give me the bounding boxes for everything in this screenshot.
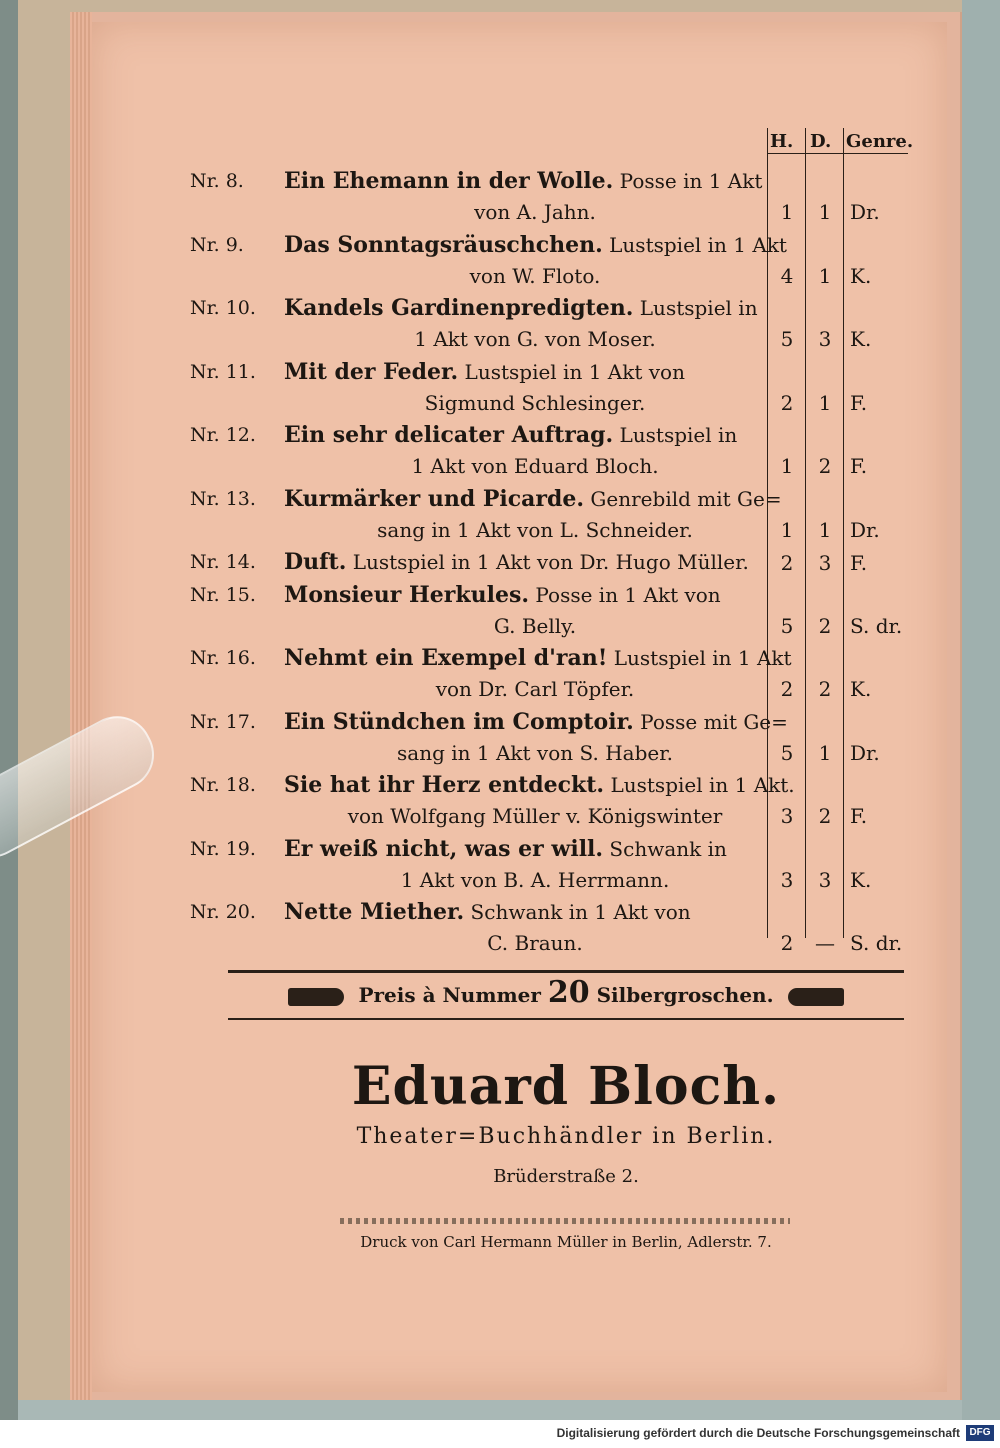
digitization-footer	[0, 1420, 1000, 1448]
entry-description: Lustspiel in	[633, 296, 758, 320]
entry-description: Lustspiel in 1 Akt von Dr. Hugo Müller.	[346, 550, 749, 574]
entry-d-count: 3	[818, 867, 832, 892]
entry-title: Duft.	[284, 549, 347, 575]
publisher-role: Theater=Buchhändler in Berlin.	[356, 1124, 776, 1149]
entry-title: Nette Miether.	[284, 899, 465, 925]
entry-author-line: Sigmund Schlesinger.	[424, 390, 646, 415]
entry-genre: Dr.	[850, 740, 880, 765]
entry-h-count: 1	[780, 454, 794, 478]
entry-title-line	[284, 168, 768, 194]
entry-number: Nr. 9.	[190, 233, 244, 256]
price-rule-bottom	[228, 1018, 904, 1020]
entry-title: Sie hat ihr Herz entdeckt.	[284, 772, 605, 798]
entry-title: Monsieur Herkules.	[284, 581, 530, 608]
entry-genre: F.	[850, 551, 868, 575]
entry-genre: Dr.	[850, 200, 880, 224]
entry-genre: F.	[850, 454, 868, 478]
decorative-wavy-rule	[340, 1218, 790, 1224]
entry-genre: S. dr.	[850, 613, 903, 638]
entry-description: Lustspiel in 1 Akt.	[604, 773, 795, 797]
header-genre: Genre.	[846, 131, 914, 152]
entry-d-count: 1	[818, 263, 832, 288]
entry-number: Nr. 16.	[190, 647, 256, 669]
entry-description: Lustspiel in 1 Akt	[602, 232, 787, 257]
entry-title: Kandels Gardinenpredigten.	[284, 295, 634, 321]
entry-number: Nr. 14.	[190, 551, 256, 573]
page-edges	[70, 12, 92, 1400]
entry-title-line	[284, 422, 768, 448]
entry-title: Er weiß nicht, was er will.	[284, 835, 604, 862]
entry-title: Mit der Feder.	[284, 358, 459, 385]
entry-genre: K.	[850, 677, 872, 701]
entry-number: Nr. 10.	[190, 297, 256, 319]
entry-number: Nr. 15.	[190, 583, 256, 606]
entry-h-count: 5	[780, 327, 794, 351]
entry-genre: S. dr.	[850, 931, 903, 955]
entry-author-line: G. Belly.	[493, 613, 577, 638]
entry-title-line	[284, 582, 768, 608]
entry-number: Nr. 12.	[190, 424, 256, 446]
entry-d-count: 1	[818, 200, 832, 224]
entry-d-count: 2	[818, 454, 832, 478]
entry-genre: F.	[850, 804, 868, 828]
entry-h-count: 2	[780, 390, 794, 415]
entry-description: Posse mit Ge=	[633, 709, 788, 734]
entry-d-count: 2	[818, 677, 832, 701]
entry-title-line	[284, 231, 787, 258]
entry-title-line	[284, 772, 795, 798]
entry-title-line	[284, 708, 788, 735]
entry-number: Nr. 13.	[190, 487, 256, 510]
column-divider-2	[805, 128, 806, 938]
column-divider-3	[843, 128, 844, 938]
entry-number: Nr. 11.	[190, 360, 256, 383]
price-rule-top	[228, 970, 904, 973]
entry-description: Posse in 1 Akt von	[529, 582, 721, 607]
entry-description: Lustspiel in 1 Akt	[607, 646, 792, 670]
entry-number: Nr. 20.	[190, 901, 256, 923]
entry-h-count: 2	[780, 551, 794, 575]
entry-title-line	[284, 645, 792, 671]
entry-title: Ein sehr delicater Auftrag.	[284, 422, 614, 448]
entry-title-line	[284, 549, 768, 575]
entry-title: Das Sonntagsräuschchen.	[284, 231, 603, 258]
entry-title-line	[284, 899, 768, 925]
entry-title-line	[284, 359, 768, 385]
entry-number: Nr. 8.	[190, 170, 244, 192]
scanner-edge	[0, 0, 18, 1420]
entry-genre: K.	[850, 327, 872, 351]
footer-text: Digitalisierung gefördert durch die Deutsche Forschungsgemeinschaft	[556, 1426, 960, 1440]
entry-genre: K.	[850, 867, 872, 892]
entry-title: Ein Ehemann in der Wolle.	[284, 168, 614, 194]
pointing-hand-icon	[288, 988, 344, 1006]
entry-genre: Dr.	[850, 517, 880, 542]
entry-description: Lustspiel in	[613, 423, 738, 447]
entry-title: Nehmt ein Exempel d'ran!	[284, 645, 608, 671]
entry-number: Nr. 18.	[190, 774, 256, 796]
entry-author-line: von A. Jahn.	[474, 200, 596, 224]
entry-h-count: 5	[780, 613, 794, 638]
entry-d-count: 3	[818, 551, 832, 575]
entry-d-count: 2	[818, 804, 832, 828]
entry-d-count: —	[815, 931, 835, 955]
entry-author-line: 1 Akt von B. A. Herrmann.	[400, 867, 670, 892]
price-line	[228, 975, 904, 1010]
entry-d-count: 1	[818, 517, 832, 542]
publisher-name: Eduard Bloch.	[351, 1056, 781, 1117]
entry-h-count: 2	[780, 931, 794, 955]
entry-title: Kurmärker und Picarde.	[284, 485, 585, 512]
entry-h-count: 3	[780, 867, 794, 892]
entry-number: Nr. 17.	[190, 710, 256, 733]
header-h: H.	[770, 131, 794, 152]
entry-author-line: von Dr. Carl Töpfer.	[435, 677, 635, 701]
entry-d-count: 3	[818, 327, 832, 351]
entry-h-count: 5	[780, 740, 794, 765]
pointing-hand-icon	[788, 988, 844, 1006]
entry-author-line: sang in 1 Akt von S. Haber.	[397, 740, 673, 765]
price-left-text: Preis à Nummer	[358, 983, 541, 1007]
entry-description: Genrebild mit Ge=	[584, 486, 782, 511]
entry-number: Nr. 19.	[190, 837, 256, 860]
entry-title: Ein Stündchen im Comptoir.	[284, 708, 634, 735]
entry-title-line	[284, 836, 768, 862]
entry-genre: F.	[850, 390, 868, 415]
entry-title-line	[284, 485, 782, 512]
price-number: 20	[547, 975, 590, 1010]
entry-description: Lustspiel in 1 Akt von	[458, 359, 685, 384]
header-rule	[768, 153, 908, 154]
printer-imprint: Druck von Carl Hermann Müller in Berlin, Adlerstr. 7.	[360, 1233, 772, 1251]
entry-d-count: 1	[818, 740, 832, 765]
entry-description: Posse in 1 Akt	[613, 169, 763, 193]
scanner-edge-right	[962, 0, 1000, 1420]
dfg-logo: DFG	[966, 1425, 994, 1441]
entry-description: Schwank in	[603, 836, 727, 861]
entry-h-count: 1	[780, 200, 794, 224]
entry-h-count: 1	[780, 517, 794, 542]
entry-author-line: 1 Akt von Eduard Bloch.	[411, 454, 659, 478]
entry-h-count: 3	[780, 804, 794, 828]
entry-description: Schwank in 1 Akt von	[464, 900, 691, 924]
publisher-address: Brüderstraße 2.	[493, 1166, 639, 1187]
price-right-text: Silbergroschen.	[596, 983, 774, 1007]
entry-author-line: 1 Akt von G. von Moser.	[414, 327, 656, 351]
entry-title-line	[284, 295, 768, 321]
entry-d-count: 1	[818, 390, 832, 415]
header-d: D.	[810, 131, 832, 152]
entry-author-line: sang in 1 Akt von L. Schneider.	[377, 517, 693, 542]
entry-author-line: von Wolfgang Müller v. Königswinter	[347, 804, 723, 828]
entry-h-count: 4	[780, 263, 794, 288]
entry-author-line: von W. Floto.	[469, 263, 601, 288]
entry-genre: K.	[850, 263, 872, 288]
entry-h-count: 2	[780, 677, 794, 701]
entry-d-count: 2	[818, 613, 832, 638]
entry-author-line: C. Braun.	[487, 931, 583, 955]
